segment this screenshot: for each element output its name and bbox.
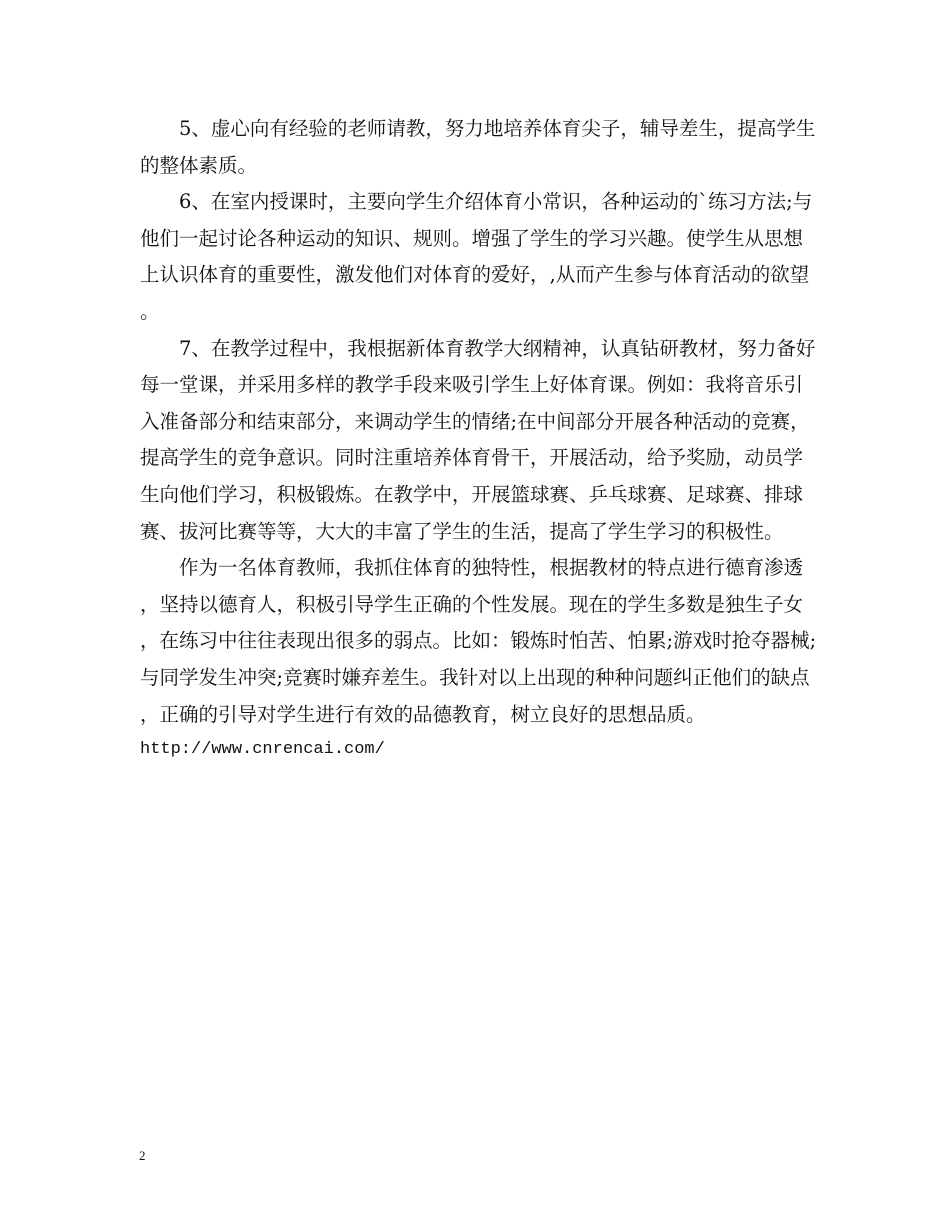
paragraph-moral-education: 作为一名体育教师，我抓住体育的独特性，根据教材的特点进行德育渗透，坚持以德育人，积极引导学生正确的个性发展。现在的学生多数是独生子女，在练习中往往表现出很多的弱点。比如：锻炼时怕苦、怕累;游戏时抢夺器械;与同学发生冲突;竞赛时嫌弃差生。我针对以上出现的种种问题纠正他们的缺点，正确的引导对学生进行有效的品德教育，树立良好的思想品质。 xyxy=(140,556,817,726)
source-url: http://www.cnrencai.com/ xyxy=(140,740,385,760)
document-body xyxy=(140,111,820,767)
page-number: 2 xyxy=(139,1148,146,1163)
paragraph-item-5: 5、虚心向有经验的老师请教，努力地培养体育尖子，辅导差生，提高学生的整体素质。 xyxy=(140,117,816,177)
paragraph-item-7: 7、在教学过程中，我根据新体育教学大纲精神，认真钻研教材，努力备好每一堂课，并采用多样的教学手段来吸引学生上好体育课。例如：我将音乐引入准备部分和结束部分，来调动学生的情绪;在中间部分开展各种活动的竞赛，提高学生的竞争意识。同时注重培养体育骨干，开展活动，给予奖励，动员学生向他们学习，积极锻炼。在教学中，开展篮球赛、乒乓球赛、足球赛、排球赛、拔河比赛等等，大大的丰富了学生的生活，提高了学生学习的积极性。 xyxy=(140,336,816,543)
paragraph-item-6: 6、在室内授课时，主要向学生介绍体育小常识，各种运动的`练习方法;与他们一起讨论各种运动的知识、规则。增强了学生的学习兴趣。使学生从思想上认识体育的重要性，激发他们对体育的爱好，,从而产生参与体育活动的欲望。 xyxy=(140,190,813,323)
